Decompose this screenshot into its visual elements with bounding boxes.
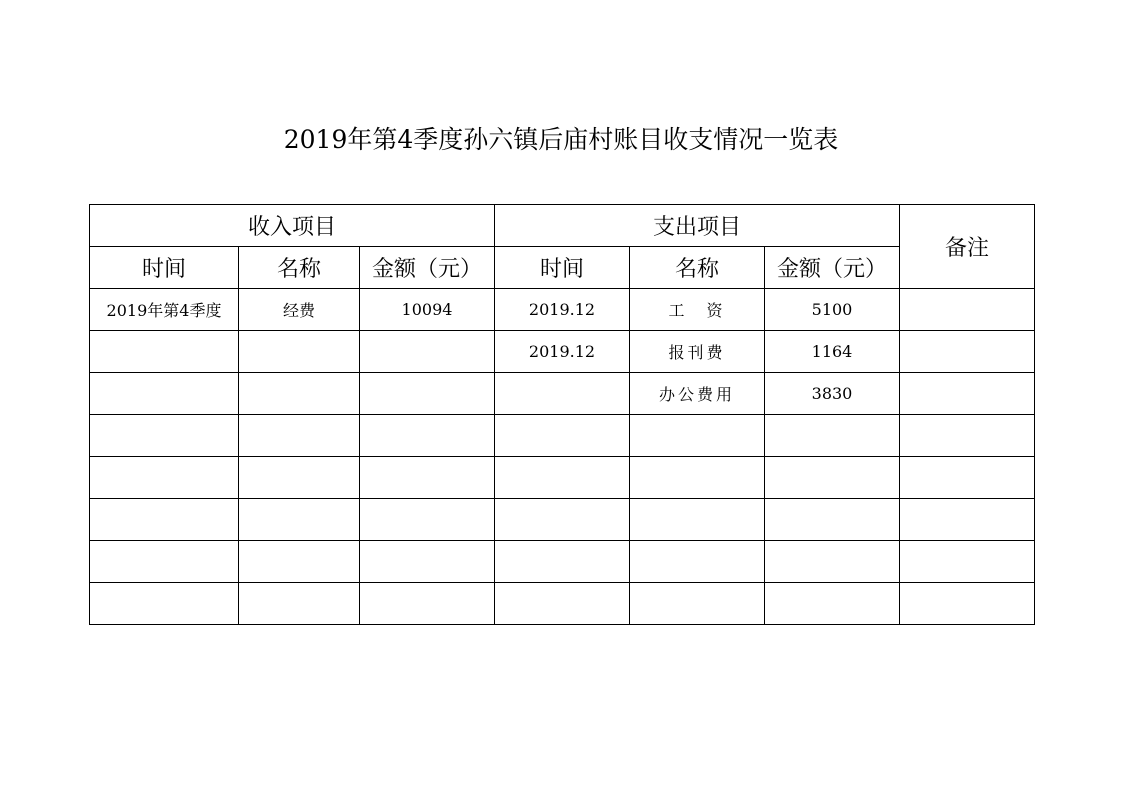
income-amount-cell (360, 373, 495, 415)
income-amount-cell (360, 331, 495, 373)
income-time-cell (90, 415, 239, 457)
expense-name-cell (630, 499, 765, 541)
income-time-cell (90, 373, 239, 415)
expense-name-cell: 办公费用 (630, 373, 765, 415)
expense-name-cell (630, 541, 765, 583)
remark-cell (900, 415, 1035, 457)
expense-amount-cell (765, 541, 900, 583)
income-time-cell (90, 499, 239, 541)
income-amount-cell: 10094 (360, 289, 495, 331)
income-time-cell (90, 331, 239, 373)
expense-name-cell (630, 415, 765, 457)
table-row (90, 457, 1035, 499)
expense-amount-cell (765, 457, 900, 499)
expense-time-header: 时间 (495, 247, 630, 289)
remark-cell (900, 331, 1035, 373)
expense-time-cell (495, 373, 630, 415)
table-row (90, 541, 1035, 583)
expense-time-cell (495, 457, 630, 499)
ledger-table (89, 204, 1035, 625)
income-name-cell (239, 541, 360, 583)
income-amount-cell (360, 583, 495, 625)
expense-name-cell: 工 资 (630, 289, 765, 331)
income-amount-cell (360, 457, 495, 499)
expense-name-cell: 报刊费 (630, 331, 765, 373)
table-row (90, 415, 1035, 457)
table-row (90, 583, 1035, 625)
table-row (90, 289, 1035, 331)
expense-time-cell: 2019.12 (495, 289, 630, 331)
income-group-header: 收入项目 (90, 205, 495, 247)
income-time-cell (90, 541, 239, 583)
expense-name-header: 名称 (630, 247, 765, 289)
income-name-cell (239, 457, 360, 499)
income-name-cell (239, 583, 360, 625)
expense-group-header: 支出项目 (495, 205, 900, 247)
income-name-cell: 经费 (239, 289, 360, 331)
expense-time-cell: 2019.12 (495, 331, 630, 373)
table-row (90, 331, 1035, 373)
income-amount-cell (360, 415, 495, 457)
income-time-cell: 2019年第4季度 (90, 289, 239, 331)
remark-cell (900, 499, 1035, 541)
remark-cell (900, 457, 1035, 499)
table-row (90, 373, 1035, 415)
income-name-cell (239, 499, 360, 541)
expense-time-cell (495, 415, 630, 457)
income-name-cell (239, 373, 360, 415)
income-time-header: 时间 (90, 247, 239, 289)
income-name-cell (239, 331, 360, 373)
expense-amount-header: 金额（元） (765, 247, 900, 289)
ledger-body (90, 289, 1035, 625)
expense-amount-cell: 3830 (765, 373, 900, 415)
remark-header: 备注 (900, 205, 1035, 289)
table-row (90, 499, 1035, 541)
remark-cell (900, 583, 1035, 625)
group-header-row (90, 205, 1035, 247)
income-amount-header: 金额（元） (360, 247, 495, 289)
expense-amount-cell (765, 499, 900, 541)
expense-time-cell (495, 541, 630, 583)
expense-amount-cell (765, 415, 900, 457)
column-header-row (90, 247, 1035, 289)
income-time-cell (90, 457, 239, 499)
expense-amount-cell: 1164 (765, 331, 900, 373)
expense-name-cell (630, 457, 765, 499)
remark-cell (900, 373, 1035, 415)
income-time-cell (90, 583, 239, 625)
expense-amount-cell: 5100 (765, 289, 900, 331)
income-name-cell (239, 415, 360, 457)
expense-name-cell (630, 583, 765, 625)
expense-time-cell (495, 499, 630, 541)
page-title: 2019年第4季度孙六镇后庙村账目收支情况一览表 (283, 125, 839, 154)
remark-cell (900, 289, 1035, 331)
income-amount-cell (360, 541, 495, 583)
expense-amount-cell (765, 583, 900, 625)
remark-cell (900, 541, 1035, 583)
expense-time-cell (495, 583, 630, 625)
income-amount-cell (360, 499, 495, 541)
income-name-header: 名称 (239, 247, 360, 289)
